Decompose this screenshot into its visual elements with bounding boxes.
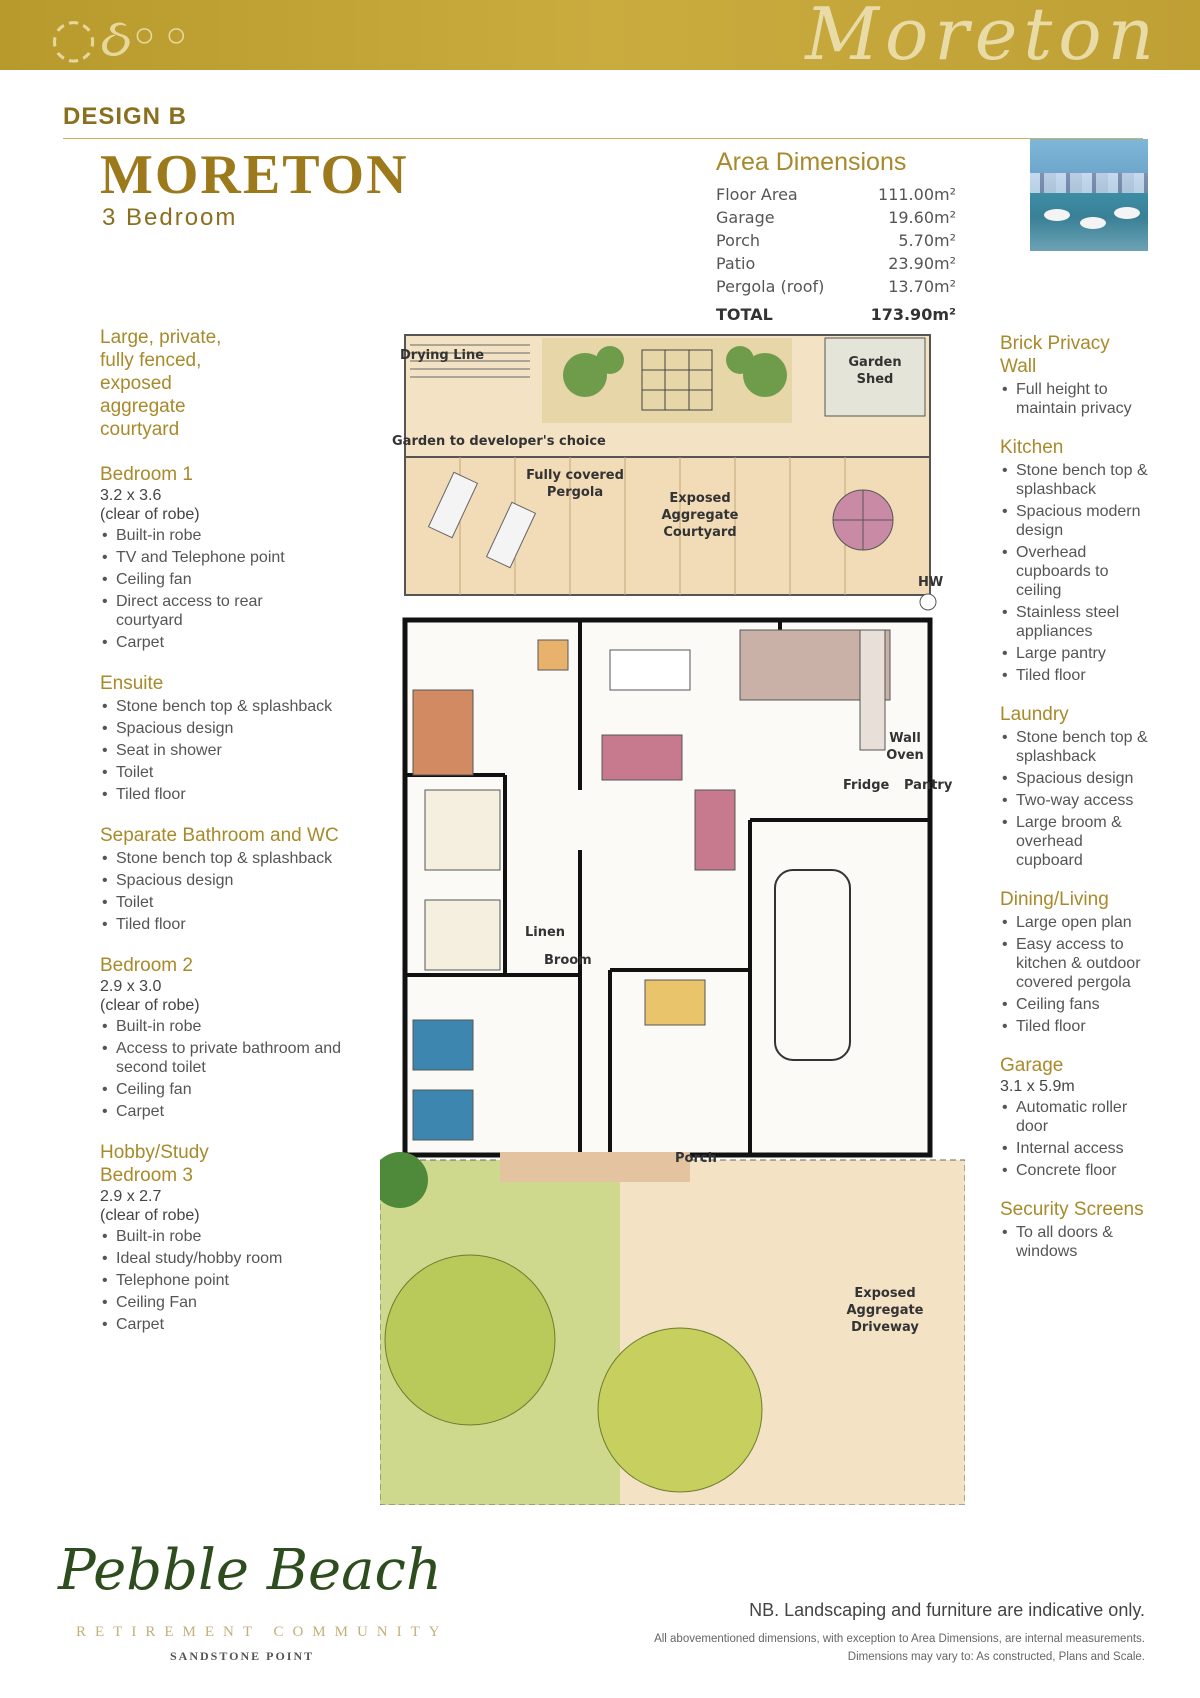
list-item: • Toilet <box>100 763 370 782</box>
fine-print-line: Dimensions may vary to: As constructed, Plans and Scale. <box>847 1651 1145 1663</box>
tree-2 <box>598 1328 762 1492</box>
courtyard-label: Exposed Aggregate Courtyard <box>661 491 739 540</box>
section-heading: Dining/Living <box>1000 889 1109 910</box>
area-row <box>716 252 956 275</box>
section-heading: Garage <box>1000 1055 1064 1076</box>
area-value: 23.90m² <box>888 254 956 273</box>
list-item: • Spacious modern design <box>1000 502 1150 540</box>
logo-location: SANDSTONE POINT <box>170 1649 315 1663</box>
list-item: • Full height to maintain privacy <box>1000 380 1150 418</box>
feature-list <box>1000 1098 1150 1180</box>
bathroom <box>425 900 500 970</box>
list-item: • Built-in robe <box>100 1227 370 1246</box>
section-dimension-note: (clear of robe) <box>100 997 200 1014</box>
section-heading: Separate Bathroom and WC <box>100 825 339 846</box>
pelican-photo <box>1030 139 1148 251</box>
feature-list <box>1000 913 1150 1036</box>
wall-oven-label: Wall Oven <box>886 731 924 763</box>
list-item: • Concrete floor <box>1000 1161 1150 1180</box>
section-heading: Hobby/Study Bedroom 3 <box>100 1142 209 1186</box>
linen-label: Linen <box>525 925 566 940</box>
list-item: • Overhead cupboards to ceiling <box>1000 543 1150 600</box>
list-item: • Toilet <box>100 893 370 912</box>
area-label: Pergola (roof) <box>716 277 825 296</box>
section-dimension: 2.9 x 3.0 <box>100 978 162 995</box>
list-item: • Tiled floor <box>100 785 370 804</box>
list-item: • Internal access <box>1000 1139 1150 1158</box>
area-value: 111.00m² <box>878 185 956 204</box>
area-value: 13.70m² <box>888 277 956 296</box>
feature-list <box>1000 380 1150 418</box>
garden-shed-label: Garden Shed <box>848 355 902 387</box>
list-item: • Spacious design <box>100 719 370 738</box>
pelican-icon <box>1044 209 1070 221</box>
list-item: • Telephone point <box>100 1271 370 1290</box>
section-heading: Kitchen <box>1000 437 1064 458</box>
list-item: • Ceiling fans <box>1000 995 1150 1014</box>
section-dimension-note: (clear of robe) <box>100 1207 200 1224</box>
list-item: • Stone bench top & splashback <box>1000 461 1150 499</box>
right-features <box>1000 320 1150 1264</box>
area-row <box>716 206 956 229</box>
list-item: • Spacious design <box>100 871 370 890</box>
area-value: 19.60m² <box>888 208 956 227</box>
list-item: • Built-in robe <box>100 1017 370 1036</box>
car <box>775 870 850 1060</box>
list-item: • Stainless steel appliances <box>1000 603 1150 641</box>
section-dimension: 2.9 x 2.7 <box>100 1188 162 1205</box>
section-heading: Laundry <box>1000 704 1069 725</box>
sofa-2 <box>695 790 735 870</box>
area-row <box>716 183 956 206</box>
driveway-label: Exposed Aggregate Driveway <box>846 1286 924 1335</box>
logo-script: Pebble Beach <box>58 1538 442 1603</box>
list-item: • Access to private bathroom and second toilet <box>100 1039 346 1077</box>
section-heading: Security Screens <box>1000 1199 1144 1220</box>
list-item: • Two-way access <box>1000 791 1150 810</box>
page-subtitle: 3 Bedroom <box>102 204 238 231</box>
porch-label: Porch <box>675 1151 717 1166</box>
pebble-beach-logo <box>58 1538 458 1668</box>
armchair <box>538 640 568 670</box>
feature-list <box>100 1227 370 1334</box>
list-item: • To all doors & windows <box>1000 1223 1150 1261</box>
list-item: • Stone bench top & splashback <box>1000 728 1150 766</box>
bed-3 <box>413 1090 473 1140</box>
section-dimension: 3.2 x 3.6 <box>100 487 162 504</box>
bed-2 <box>413 1020 473 1070</box>
drying-line-label: Drying Line <box>400 348 485 363</box>
list-item: • Tiled floor <box>100 915 370 934</box>
area-total-row <box>716 303 956 326</box>
design-label: DESIGN B <box>63 103 188 130</box>
courtyard-intro: Large, private, fully fenced, exposed aggregate courtyard <box>100 327 222 440</box>
list-item: • Spacious design <box>1000 769 1150 788</box>
pergola-label: Fully covered Pergola <box>526 468 624 500</box>
pantry-label: Pantry <box>904 778 953 793</box>
section-heading: Bedroom 1 <box>100 464 193 485</box>
feature-list <box>100 849 370 934</box>
marina-boats <box>1030 173 1148 193</box>
list-item: • Tiled floor <box>1000 1017 1150 1036</box>
garden-dev-label: Garden to developer's choice <box>392 434 606 449</box>
area-label: Patio <box>716 254 756 273</box>
divider <box>63 138 1143 139</box>
bed-1 <box>413 690 473 775</box>
list-item: • Easy access to kitchen & outdoor covered pergola <box>1000 935 1150 992</box>
area-dimensions <box>716 148 956 326</box>
broom-label: Broom <box>544 953 592 968</box>
list-item: • Ceiling Fan <box>100 1293 370 1312</box>
area-value: 5.70m² <box>898 231 956 250</box>
feature-list <box>100 526 370 652</box>
section-dimension: 3.1 x 5.9m <box>1000 1078 1075 1095</box>
list-item: • Direct access to rear courtyard <box>100 592 296 630</box>
list-item: • Stone bench top & splashback <box>100 849 370 868</box>
area-label: Porch <box>716 231 761 250</box>
list-item: • Large broom & overhead cupboard <box>1000 813 1150 870</box>
floor-plan <box>380 330 965 1505</box>
list-item: • Seat in shower <box>100 741 370 760</box>
list-item: • Tiled floor <box>1000 666 1150 685</box>
feature-list <box>100 697 370 804</box>
area-row <box>716 275 956 298</box>
area-total-value: 173.90m² <box>870 305 956 324</box>
feature-list <box>1000 1223 1150 1261</box>
hw-label: HW <box>918 575 944 590</box>
section-heading: Bedroom 2 <box>100 955 193 976</box>
hot-water-unit <box>920 594 936 610</box>
fine-print <box>654 1630 1145 1666</box>
list-item: • Ceiling fan <box>100 570 370 589</box>
logo-subtitle: RETIREMENT COMMUNITY <box>76 1624 449 1640</box>
area-label: Floor Area <box>716 185 798 204</box>
front-garden-bed <box>500 1152 690 1182</box>
fridge-label: Fridge <box>843 778 890 793</box>
list-item: • Large pantry <box>1000 644 1150 663</box>
sofa <box>602 735 682 780</box>
header-banner <box>0 0 1200 76</box>
pebble-motif-icon: ◌ઠ◦◦ <box>50 6 193 69</box>
section-heading: Ensuite <box>100 673 164 694</box>
left-features <box>100 326 370 1337</box>
list-item: • Carpet <box>100 1315 370 1334</box>
banner-script: Moreton <box>805 0 1160 76</box>
feature-list <box>100 1017 370 1121</box>
fine-print-line: All abovementioned dimensions, with exception to Area Dimensions, are internal measurements. <box>654 1633 1145 1645</box>
area-heading: Area Dimensions <box>716 148 907 176</box>
tree <box>385 1255 555 1425</box>
list-item: • Carpet <box>100 1102 370 1121</box>
dining-table <box>610 650 690 690</box>
area-row <box>716 229 956 252</box>
outdoor-table <box>833 490 893 550</box>
area-label: Garage <box>716 208 775 227</box>
pelican-icon <box>1114 207 1140 219</box>
list-item: • Large open plan <box>1000 913 1150 932</box>
study-bed <box>645 980 705 1025</box>
list-item: • Carpet <box>100 633 370 652</box>
ensuite <box>425 790 500 870</box>
section-dimension-note: (clear of robe) <box>100 506 200 523</box>
area-total-label: TOTAL <box>716 305 773 324</box>
page-title: MORETON <box>100 144 409 206</box>
list-item: • Built-in robe <box>100 526 370 545</box>
landscaping-note: NB. Landscaping and furniture are indicative only. <box>749 1600 1145 1620</box>
list-item: • Ceiling fan <box>100 1080 370 1099</box>
feature-list <box>1000 461 1150 685</box>
pelican-icon <box>1080 217 1106 229</box>
section-heading: Brick Privacy Wall <box>1000 333 1110 377</box>
list-item: • Automatic roller door <box>1000 1098 1150 1136</box>
list-item: • Stone bench top & splashback <box>100 697 370 716</box>
feature-list <box>1000 728 1150 870</box>
list-item: • Ideal study/hobby room <box>100 1249 370 1268</box>
list-item: • TV and Telephone point <box>100 548 370 567</box>
